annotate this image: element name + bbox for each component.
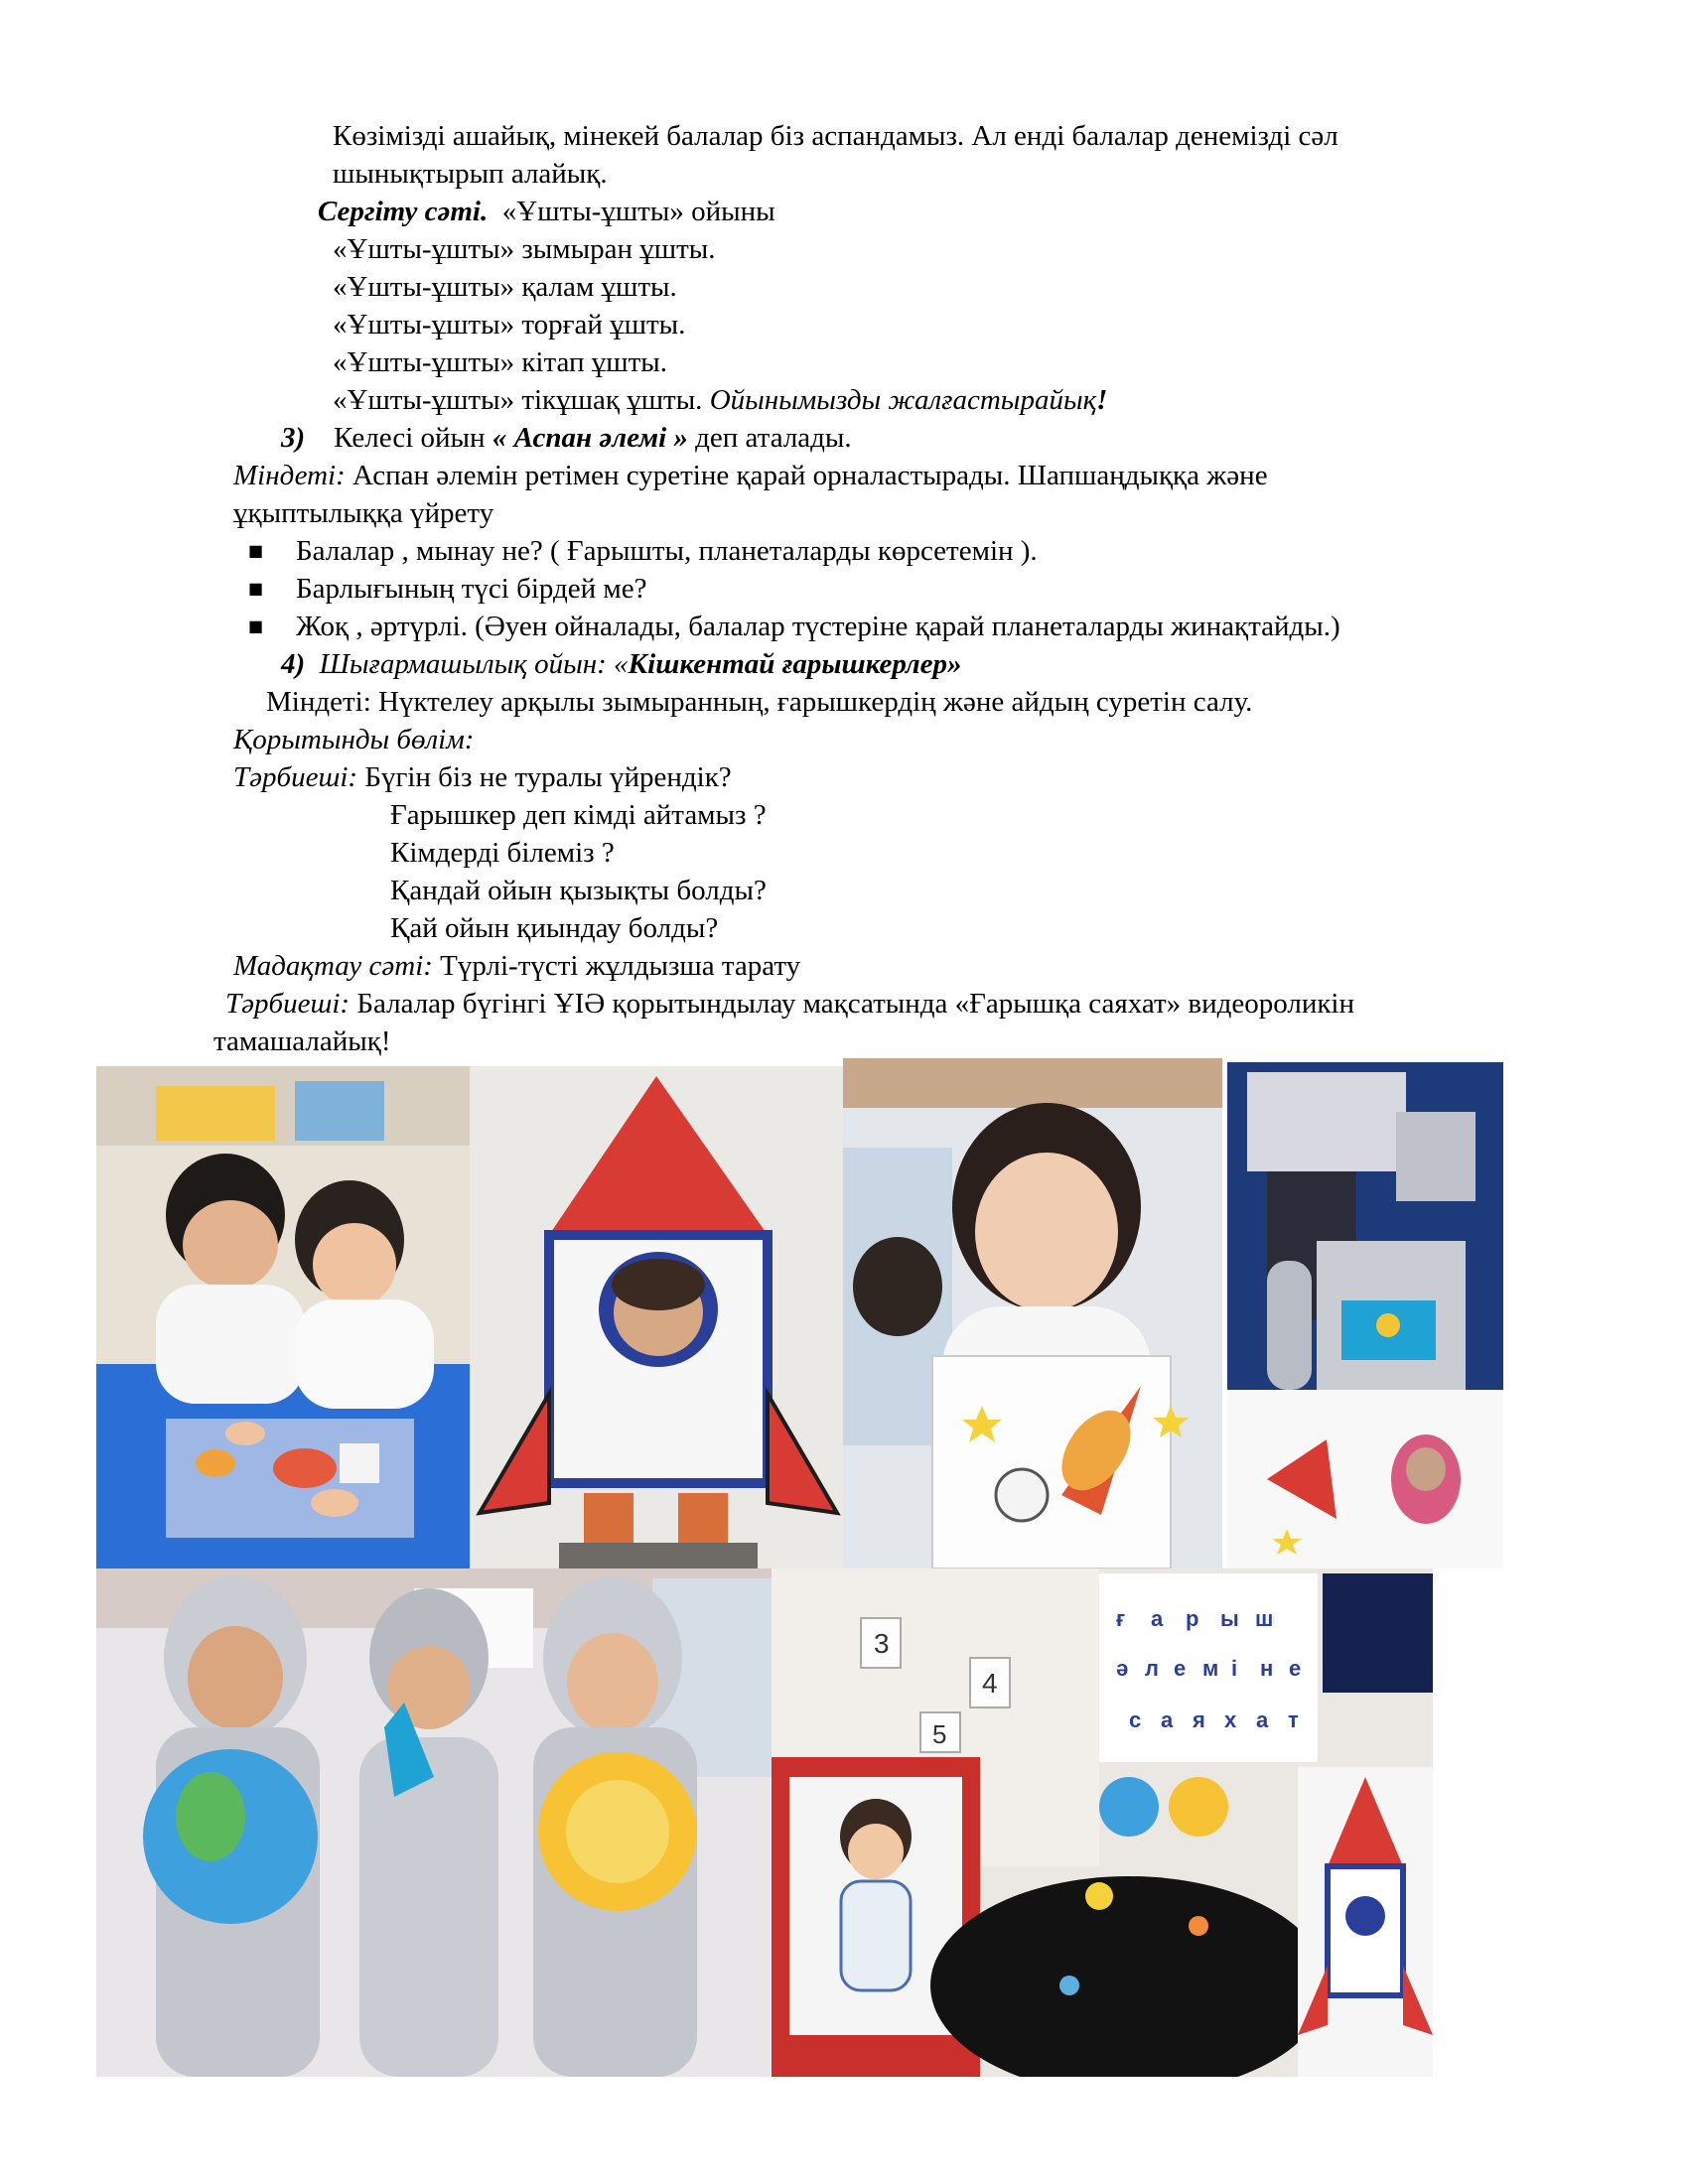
- text-line-5: «Ұшты-ұшты» қалам ұшты.: [333, 271, 677, 303]
- board-letter: е: [1289, 1656, 1302, 1681]
- section-title-qorytyndy: Қорытынды бөлім:: [233, 724, 475, 755]
- number-card-4: 4: [982, 1668, 998, 1699]
- board-letter: ы: [1220, 1606, 1239, 1631]
- photo-kids-puzzle: [96, 1066, 470, 1569]
- board-letter: с: [1129, 1707, 1142, 1732]
- question-line-19: Ғарышкер деп кімді айтамыз ?: [390, 799, 767, 831]
- board-letter: а: [1151, 1606, 1164, 1631]
- text-line-23: [233, 948, 800, 984]
- bullet-item-2: Барлығының түсі бірдей ме?: [296, 573, 647, 605]
- text-line-2: шынықтырып алайық.: [333, 158, 608, 190]
- bullet-icon: ■: [248, 616, 264, 635]
- board-letter: ғ: [1116, 1606, 1126, 1631]
- tarbieshi-label-2: Тәрбиеші:: [225, 988, 351, 1020]
- board-letter: і: [1231, 1656, 1238, 1681]
- text-line-8: [333, 382, 1107, 418]
- game-name-gharyshker: Кішкентай ғарышкерлер»: [628, 648, 962, 680]
- photo-kids-costumes: [96, 1569, 772, 2077]
- text-line-11: ұқыптылыққа үйрету: [233, 497, 494, 529]
- text-line-15-a: Шығармашылық ойын: «: [319, 648, 629, 680]
- bullet-icon: ■: [248, 579, 264, 598]
- question-line-21: Қандай ойын қызықты болды?: [390, 875, 767, 906]
- board-letter: а: [1256, 1707, 1269, 1732]
- text-line-16: Міндеті: Нүктелеу арқылы зымыранның, ғарышкердің және айдың суретін салу.: [266, 686, 1253, 718]
- madaqtau-label: Мадақтау сәті:: [233, 950, 433, 982]
- text-line-9-c: деп аталады.: [695, 422, 852, 454]
- board-letter: м: [1202, 1656, 1219, 1681]
- photo-kids-costumes-image: [96, 1569, 772, 2077]
- photo-foil-display-image: [1227, 1062, 1503, 1569]
- number-card-3: 3: [874, 1628, 890, 1659]
- number-card-5: 5: [932, 1719, 947, 1749]
- mindeti-label: Міндеті:: [233, 460, 346, 491]
- question-line-22: Қай ойын қиындау болды?: [390, 912, 719, 944]
- bullet-icon: ■: [248, 541, 264, 560]
- text-line-24: [225, 986, 1354, 1022]
- board-letter: а: [1161, 1707, 1174, 1732]
- tarbieshi-question: Бүгін біз не туралы үйрендік?: [364, 761, 732, 793]
- text-line-25: тамашалайық!: [213, 1025, 391, 1057]
- text-line-8-italic: Ойынымызды жалғастырайық: [709, 384, 1097, 416]
- board-letter: р: [1186, 1606, 1199, 1631]
- text-line-15: [281, 646, 961, 682]
- board-letter: т: [1288, 1707, 1299, 1732]
- text-line-7: «Ұшты-ұшты» кітап ұшты.: [333, 346, 667, 378]
- game-name-aspan: « Аспан әлемі »: [492, 422, 688, 454]
- question-line-20: Кімдерді білеміз ?: [390, 837, 615, 869]
- photo-foil-display: [1227, 1062, 1503, 1569]
- photo-kids-puzzle-image: [96, 1066, 470, 1569]
- text-line-1: Көзімізді ашайық, мінекей балалар біз аспандамыз. Ал енді балалар денемізді сәл: [333, 120, 1338, 152]
- text-line-18: [233, 759, 732, 795]
- photo-space-corner: [772, 1569, 1433, 2077]
- board-letter: х: [1224, 1707, 1237, 1732]
- photo-girl-drawing-image: [843, 1058, 1222, 1569]
- photo-rocket-cutout: [470, 1066, 843, 1569]
- board-letter: н: [1260, 1656, 1274, 1681]
- text-line-9: [281, 420, 852, 456]
- text-line-4: «Ұшты-ұшты» зымыран ұшты.: [333, 233, 716, 265]
- bullet-item-1: Балалар , мынау не? ( Ғарышты, планеталарды көрсетемін ).: [296, 535, 1038, 567]
- tarbieshi-text-2: Балалар бүгінгі ҰІӘ қорытындылау мақсатында «Ғарышқа саяхат» видеороликін: [356, 988, 1355, 1020]
- game-title: «Ұшты-ұшты» ойыны: [501, 196, 775, 227]
- photo-space-corner-image: [772, 1569, 1433, 2077]
- sergitu-label: Сергіту сәті.: [318, 196, 489, 227]
- board-letter: л: [1145, 1656, 1159, 1681]
- text-line-8-plain: «Ұшты-ұшты» тікұшақ ұшты.: [333, 384, 703, 416]
- madaqtau-text: Түрлі-түсті жұлдызша тарату: [440, 950, 801, 982]
- text-line-9-a: Келесі ойын: [334, 422, 486, 454]
- photo-rocket-cutout-image: [470, 1066, 843, 1569]
- board-letter: я: [1193, 1707, 1205, 1732]
- tarbieshi-label: Тәрбиеші:: [233, 761, 358, 793]
- photo-girl-drawing: [843, 1058, 1222, 1569]
- item-number-4: 4): [281, 648, 306, 680]
- board-letter: е: [1174, 1656, 1187, 1681]
- board-letter: ш: [1255, 1606, 1274, 1631]
- item-number-3: 3): [281, 422, 306, 454]
- text-line-6: «Ұшты-ұшты» торғай ұшты.: [333, 309, 686, 341]
- board-letter: ә: [1116, 1656, 1129, 1681]
- bullet-item-3: Жоқ , әртүрлі. (Әуен ойналады, балалар түстеріне қарай планеталарды жинақтайды.): [296, 611, 1340, 642]
- text-line-10: [233, 458, 1268, 493]
- text-line-3: [318, 194, 775, 229]
- mindeti-text: Аспан әлемін ретімен суретіне қарай орналастырады. Шапшаңдыққа және: [352, 460, 1268, 491]
- text-line-8-excl: !: [1096, 384, 1108, 416]
